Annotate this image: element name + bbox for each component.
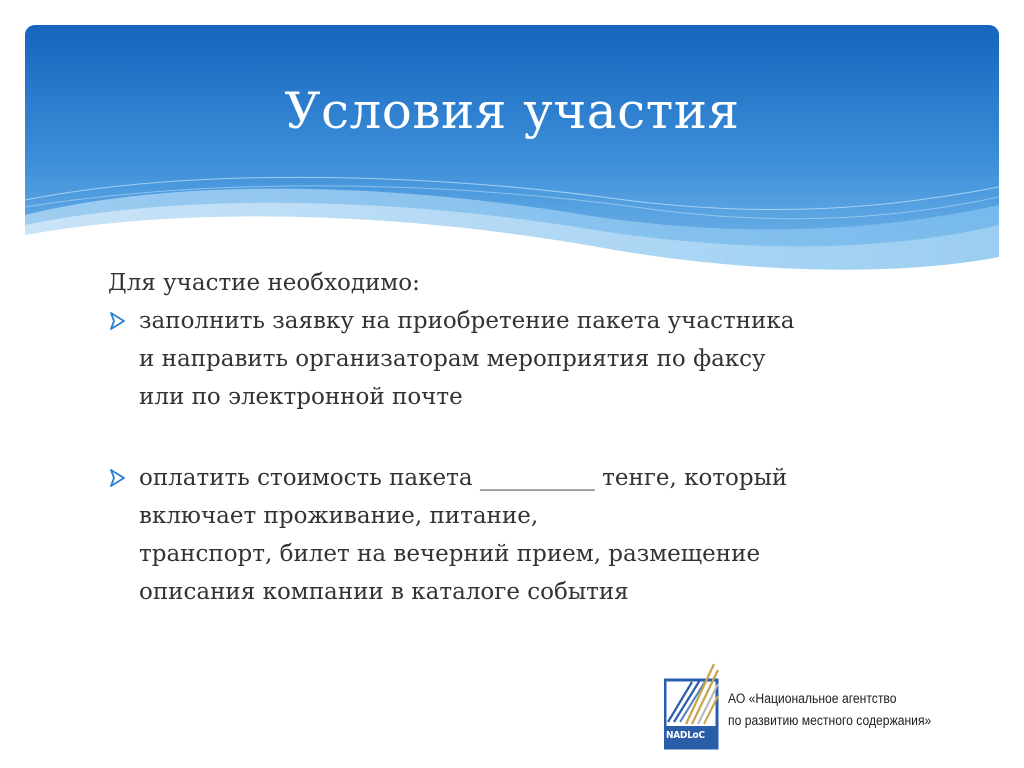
bullet-line: или по электронной почте xyxy=(139,384,463,410)
nadloc-logo xyxy=(664,660,964,756)
bullet-line: транспорт, билет на вечерний прием, размещение xyxy=(139,541,761,567)
slide-title: Условия участия xyxy=(284,82,740,140)
bullet-line: заполнить заявку на приобретение пакета участника xyxy=(139,308,795,334)
logo-line-2: по развитию местного содержания» xyxy=(728,713,932,728)
chevron-right-outline-icon xyxy=(108,311,128,331)
slide-body xyxy=(108,264,928,611)
logo-mark-label: NADLoC xyxy=(666,730,705,741)
intro-text: Для участие необходимо: xyxy=(108,270,420,296)
bullet-list xyxy=(108,302,928,611)
logo-line-1: АО «Национальное агентство xyxy=(728,691,897,706)
header-banner xyxy=(25,25,999,275)
bullet-item-payment xyxy=(108,459,928,611)
bullet-line: описания компании в каталоге события xyxy=(139,579,629,605)
bullet-line: и направить организаторам мероприятия по факсу xyxy=(139,346,766,372)
header-wave-background xyxy=(25,25,999,275)
bullet-item-application xyxy=(108,302,928,416)
chevron-right-outline-icon xyxy=(108,468,128,488)
logo-organization-name xyxy=(728,688,931,732)
bullet-line: включает проживание, питание, xyxy=(139,503,539,529)
bullet-line: оплатить стоимость пакета __________ тенге, который xyxy=(139,465,788,491)
